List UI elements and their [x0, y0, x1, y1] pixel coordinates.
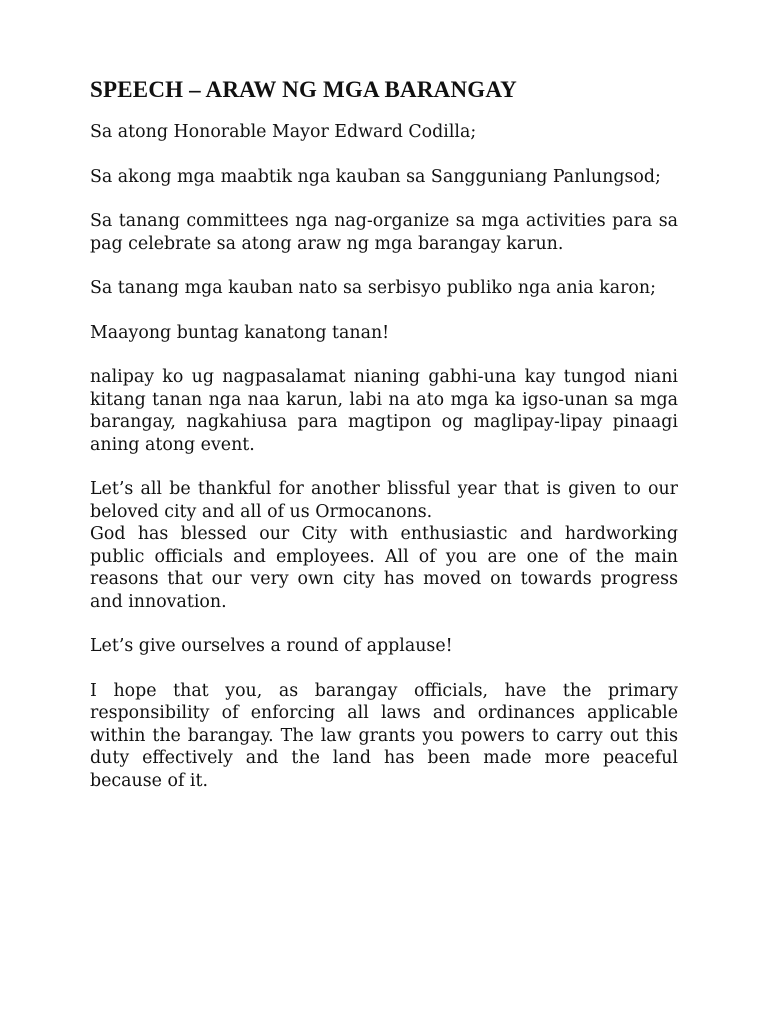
paragraph-gratitude: nalipay ko ug nagpasalamat nianing gabhi-una kay tungod niani kitang tanan nga naa karun, labi na ato mga ka igso-unan sa mga barangay, nagkahiusa para magtipon og maglipay-lipay pinaagi aning atong event. [90, 367, 678, 455]
paragraph-salutation-public-servants: Sa tanang mga kauban nato sa serbisyo publiko nga ania karon; [90, 278, 656, 298]
paragraph-applause: Let’s give ourselves a round of applause! [90, 636, 453, 656]
document-title: SPEECH – ARAW NG MGA BARANGAY [90, 77, 517, 102]
paragraph-salutation-mayor: Sa atong Honorable Mayor Edward Codilla; [90, 122, 477, 142]
paragraph-greeting: Maayong buntag kanatong tanan! [90, 322, 390, 343]
paragraph-salutation-sanggunian: Sa akong mga maabtik nga kauban sa Sangguniang Panlungsod; [90, 166, 661, 187]
paragraph-blessed-city: God has blessed our City with enthusiastic and hardworking public officials and employees. All of you are one of the main reasons that our very own city has moved on towards progress and innovation. [90, 524, 678, 612]
document-page [90, 76, 678, 814]
paragraph-salutation-committees: Sa tanang committees nga nag-organize sa mga activities para sa pag celebrate sa atong araw ng mga barangay karun. [90, 211, 678, 254]
paragraph-responsibility: I hope that you, as barangay officials, have the primary responsibility of enforcing all laws and ordinances applicable within the barangay. The law grants you powers to carry out this duty effectively and the land has been made more peaceful because of it. [90, 680, 678, 791]
paragraph-thankful: Let’s all be thankful for another blissful year that is given to our beloved city and all of us Ormocanons. [90, 479, 678, 522]
